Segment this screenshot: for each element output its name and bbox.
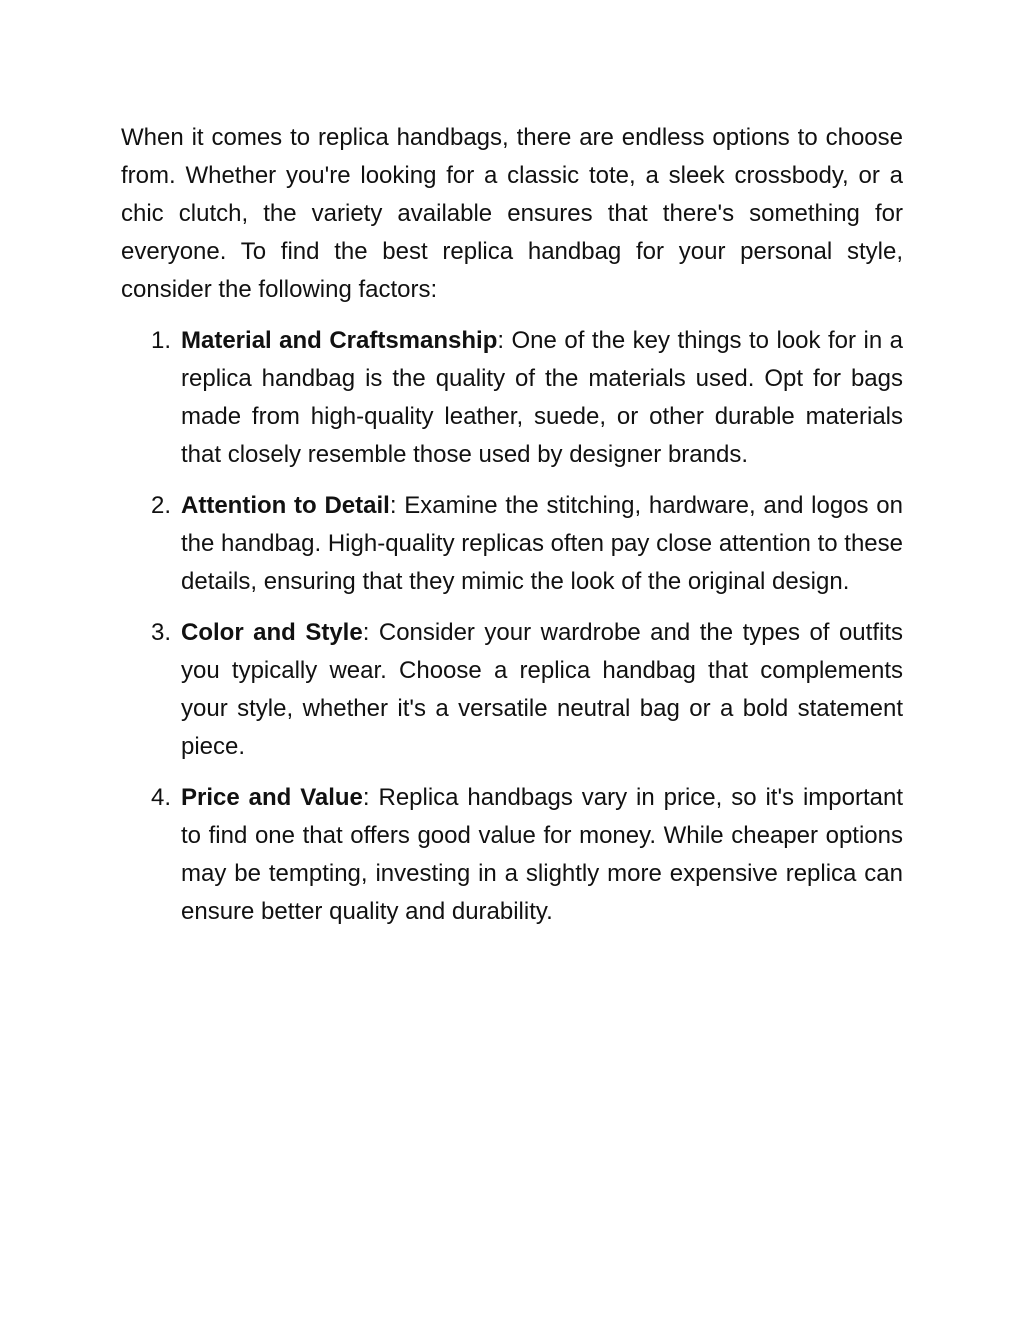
list-item-text: : Replica handbags vary in price, so it's important to find one that offers good value for money. While cheaper options may be tempting, investing in a slightly more expensive replica can ensure better quality and durability. xyxy=(181,784,903,925)
list-item-title: Price and Value xyxy=(181,784,363,811)
factors-list xyxy=(121,322,903,931)
list-item-text: : Consider your wardrobe and the types of outfits you typically wear. Choose a replica handbag that complements your style, whether it's a versatile neutral bag or a bold statement piece. xyxy=(181,619,903,760)
list-item-text: : One of the key things to look for in a replica handbag is the quality of the materials used. Opt for bags made from high-quality leather, suede, or other durable materials that closely resemble those used by designer brands. xyxy=(181,327,903,468)
list-item xyxy=(121,322,903,474)
intro-paragraph: When it comes to replica handbags, there are endless options to choose from. Whether you're looking for a classic tote, a sleek crossbody, or a chic clutch, the variety available ensures that there's something for everyone. To find the best replica handbag for your personal style, consider the following factors: xyxy=(121,124,903,303)
list-item xyxy=(121,614,903,766)
list-item-text: : Examine the stitching, hardware, and logos on the handbag. High-quality replicas often pay close attention to these details, ensuring that they mimic the look of the original design. xyxy=(181,492,903,595)
document-page xyxy=(121,119,903,944)
list-item-title: Material and Craftsmanship xyxy=(181,327,498,354)
list-item-title: Color and Style xyxy=(181,619,363,646)
list-item-number: 2. xyxy=(151,492,172,519)
list-item xyxy=(121,779,903,931)
list-item-title: Attention to Detail xyxy=(181,492,390,519)
list-item xyxy=(121,487,903,601)
list-item-number: 3. xyxy=(151,619,172,646)
list-item-number: 4. xyxy=(151,784,172,811)
list-item-number: 1. xyxy=(151,327,172,354)
